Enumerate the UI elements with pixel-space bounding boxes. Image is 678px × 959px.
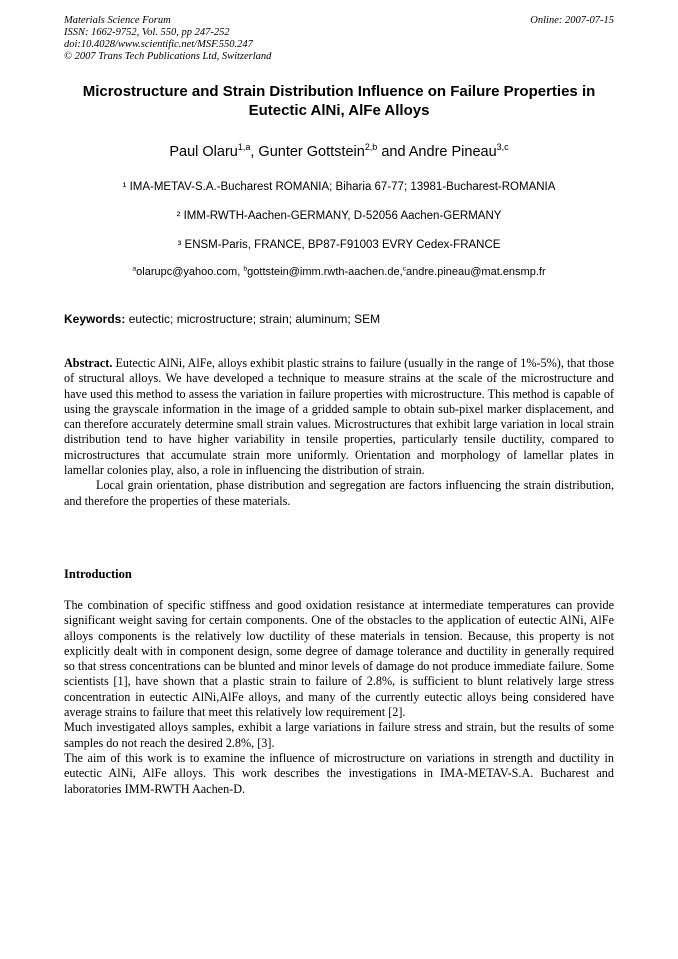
email-mark: a (132, 265, 137, 273)
introduction-paragraph-3: The aim of this work is to examine the influence of microstructure on variations in strength and ductility in eutectic AlNi, AlFe alloys. This work describes the investigations in IMA-METAV-S.A. Bucharest and laboratories IMM-RWTH Aachen-D. (64, 750, 614, 796)
abstract-paragraph-2: Local grain orientation, phase distribution and segregation are factors influencing the strain distribution, and therefore the properties of these materials. (64, 478, 614, 508)
email-address[interactable]: andre.pineau@mat.ensmp.fr (406, 266, 546, 278)
author-list (60, 143, 618, 161)
email-address[interactable]: olarupc@yahoo.com (136, 266, 238, 278)
author-name: Andre Pineau (408, 144, 497, 160)
email-mark: c (402, 265, 407, 273)
journal-name: Materials Science Forum (64, 15, 171, 26)
abstract-label: Abstract. (64, 356, 113, 370)
issn-line: ISSN: 1662-9752, Vol. 550, pp 247-252 (64, 27, 230, 38)
author-name: Paul Olaru (169, 144, 238, 160)
abstract-text: Eutectic AlNi, AlFe, alloys exhibit plastic strains to failure (usually in the range of 1%-5%), that those of structural alloys. We have developed a technique to measure strains at the scale of the microstructure and have used this method to assess the variation in failure properties with microstructure. This method is capable of using the grayscale information in the image of a gridded sample to obtain sub-pixel marker displacement, and can therefore accurately determine small strain values. Microstructures that exhibit large variation in local strain distribution tend to have higher variability in tensile properties, particularly tensile ductility, compared to microstructures that accumulate strain more uniformly. Orientation and morphology of lamellar plates in lamellar colonies play, also, a role in influencing the distribution of strain. (64, 356, 615, 478)
affiliation-3: ³ ENSM-Paris, FRANCE, BP87-F91003 EVRY Cedex-FRANCE (177, 239, 501, 251)
author-affiliation-mark: 1,a (237, 142, 251, 153)
keywords-label: Keywords: (64, 312, 126, 326)
introduction-paragraph-1: The combination of specific stiffness and good oxidation resistance at intermediate temperatures can provide significant weight saving for certain components. One of the obstacles to the application of eutectic AlNi, AlFe alloys components is the relatively low ductility of these materials in tension. Because, this property is not explicitly dealt with in component design, some degree of damage tolerance and ductility in generally required so that stress concentrations can be blunted and minor levels of damage do not produce immediate failure. Some scientists [1], have shown that a plastic strain to failure of 2.8%, is sufficient to blunt relatively large stress concentration in eutectic AlNi,AlFe alloys, and many of the currently eutectic alloys being considered have average strains to failure that meet this relatively low requirement [2]. (64, 598, 614, 720)
author-affiliation-mark: 3,c (496, 142, 509, 153)
abstract-paragraph (64, 356, 614, 478)
author-name: Gunter Gottstein (258, 144, 365, 160)
affiliation-2: ² IMM-RWTH-Aachen-GERMANY, D-52056 Aachen-GERMANY (176, 210, 502, 222)
email-address[interactable]: gottstein@imm.rwth-aachen.de (247, 266, 400, 278)
author-affiliation-mark: 2,b (364, 142, 378, 153)
email-mark: b (243, 265, 248, 273)
paper-title: Microstructure and Strain Distribution Influence on Failure Properties in Eutectic AlNi, AlFe Alloys (82, 83, 596, 119)
introduction-paragraph-2: Much investigated alloys samples, exhibit a large variations in failure stress and strain, but the results of some samples do not reach the desired 2.8%, [3]. (64, 720, 614, 750)
online-date: Online: 2007-07-15 (530, 15, 614, 26)
copyright-line: © 2007 Trans Tech Publications Ltd, Switzerland (64, 51, 272, 62)
email-list (60, 265, 618, 279)
email-separator: , (399, 266, 403, 278)
keywords-text: eutectic; microstructure; strain; aluminum; SEM (125, 312, 381, 326)
section-heading-introduction: Introduction (64, 567, 132, 581)
author-separator: , (250, 144, 259, 160)
abstract (64, 356, 614, 509)
doi-line[interactable]: doi:10.4028/www.scientific.net/MSF.550.247 (64, 39, 253, 50)
journal-meta (64, 15, 271, 63)
introduction-body (64, 598, 614, 797)
author-separator: and (377, 144, 409, 160)
keywords (64, 312, 614, 326)
affiliation-1: ¹ IMA-METAV-S.A.-Bucharest ROMANIA; Biharia 67-77; 13981-Bucharest-ROMANIA (122, 181, 556, 193)
email-separator: , (237, 266, 244, 278)
